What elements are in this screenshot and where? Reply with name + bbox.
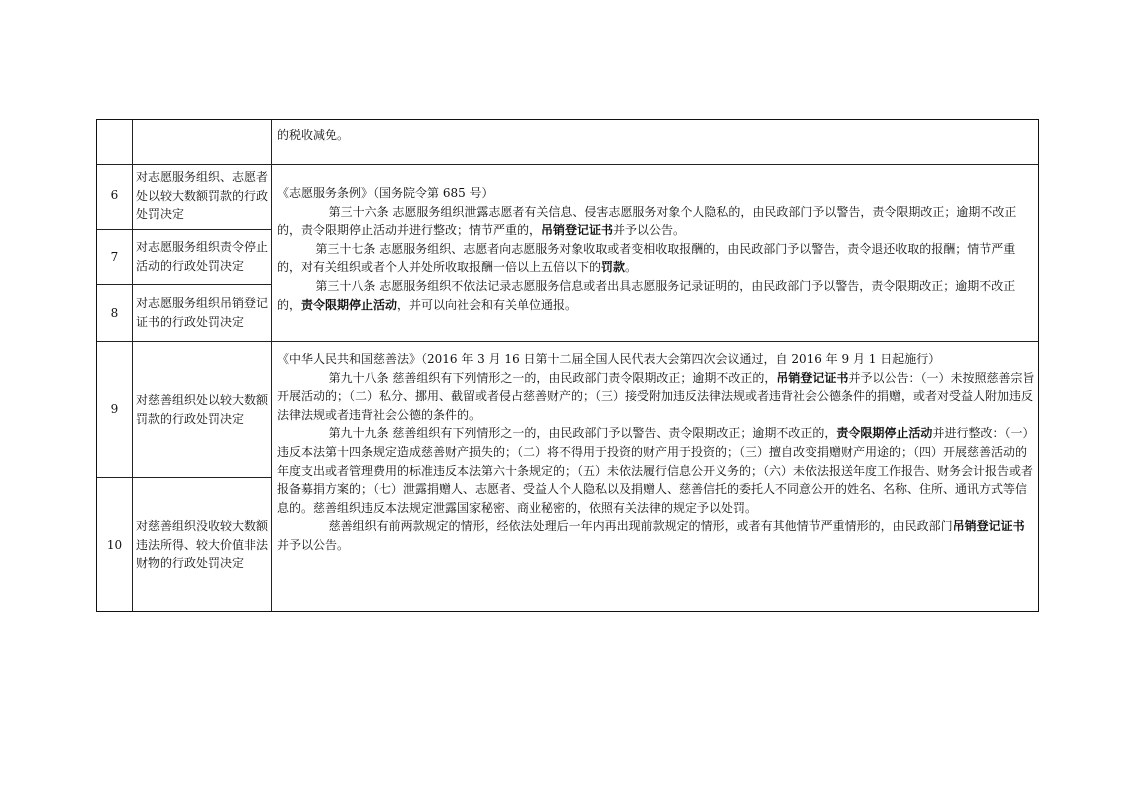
penalty-highlight: 吊销登记证书 — [952, 519, 1025, 534]
article-99: 第九十九条 慈善组织有下列情形之一的，由民政部门予以警告、责令限期改正；逾期不改正的，责令限期停止活动并进行整改：（一）违反本法第十四条规定造成慈善财产损失的；（二）将不得用于投资的财产用于投资的；（三）擅自改变捐赠财产用途的；（四）开展慈善活动的年度支出或者管理费用的标准违反本法第六十条规定的；（五）未依法履行信息公开义务的；（六）未依法报送年度工作报告、财务会计报告或者报备募捐方案的；（七）泄露捐赠人、志愿者、受益人个人隐私以及捐赠人、慈善信托的委托人不同意公开的姓名、名称、住所、通讯方式等信息的。慈善组织违反本法规定泄露国家秘密、商业秘密的，依照有关法律的规定予以处罚。 — [277, 426, 1035, 515]
row-divider — [97, 477, 271, 478]
legal-basis-charity — [277, 350, 1035, 555]
legal-basis-tax — [277, 126, 1035, 145]
item-name: 对志愿服务组织责令停止活动的行政处罚决定 — [136, 240, 269, 273]
article-37: 第三十七条 志愿服务组织、志愿者向志愿服务对象收取或者变相收取报酬的，由民政部门予以警告，责令退还收取的报酬；情节严重的，对有关组织或者个人并处所收取报酬一倍以上五倍以下的罚款。 — [277, 241, 1016, 275]
article-36: 第三十六条 志愿服务组织泄露志愿者有关信息、侵害志愿服务对象个人隐私的，由民政部门予以警告，责令限期改正；逾期不改正的，责令限期停止活动并进行整改；情节严重的，吊销登记证书并予以公告。 — [277, 204, 1017, 238]
row-divider — [97, 341, 1038, 342]
penalty-highlight: 责令限期停止活动 — [836, 426, 933, 441]
row-number: 9 — [110, 402, 119, 416]
item-name: 对志愿服务组织、志愿者处以较大数额罚款的行政处罚决定 — [136, 170, 269, 221]
item-name: 对慈善组织没收较大数额违法所得、较大价值非法财物的行政处罚决定 — [136, 519, 269, 570]
law-title: 《志愿服务条例》（国务院令第 685 号） — [277, 186, 494, 200]
penalty-highlight: 责令限期停止活动 — [301, 297, 398, 312]
law-title: 《中华人民共和国慈善法》（2016 年 3 月 16 日第十二届全国人民代表大会第四次会议通过，自 2016 年 9 月 1 日起施行） — [277, 352, 941, 366]
row-number: 10 — [106, 538, 123, 552]
row-divider — [97, 229, 271, 230]
column-divider — [271, 120, 272, 611]
penalty-table — [96, 119, 1039, 612]
basis-text: 的税收减免。 — [277, 128, 350, 142]
row-number: 7 — [110, 250, 119, 264]
penalty-highlight: 吊销登记证书 — [541, 223, 614, 238]
item-name: 对慈善组织处以较大数额罚款的行政处罚决定 — [136, 393, 269, 426]
article-98: 第九十八条 慈善组织有下列情形之一的，由民政部门责令限期改正；逾期不改正的，吊销登记证书并予以公告：（一）未按照慈善宗旨开展活动的；（二）私分、挪用、截留或者侵占慈善财产的；（三）接受附加违反法律法规或者违背社会公德条件的捐赠，或者对受益人附加违反法律法规或者违背社会公德的条件的。 — [277, 370, 1035, 422]
row-number: 6 — [110, 188, 119, 202]
penalty-highlight: 罚款 — [601, 260, 626, 275]
penalty-highlight: 吊销登记证书 — [776, 370, 849, 385]
legal-basis-volunteer — [277, 184, 1035, 314]
item-name: 对志愿服务组织吊销登记证书的行政处罚决定 — [136, 296, 269, 329]
row-divider — [97, 284, 271, 285]
row-number: 8 — [110, 306, 119, 320]
article-99-final-clause: 慈善组织有前两款规定的情形，经依法处理后一年内再出现前款规定的情形，或者有其他情节严重情形的，由民政部门吊销登记证书并予以公告。 — [277, 519, 1025, 552]
row-divider — [97, 164, 1038, 165]
article-38: 第三十八条 志愿服务组织不依法记录志愿服务信息或者出具志愿服务记录证明的，由民政部门予以警告，责令限期改正；逾期不改正的，责令限期停止活动，并可以向社会和有关单位通报。 — [277, 278, 1016, 312]
